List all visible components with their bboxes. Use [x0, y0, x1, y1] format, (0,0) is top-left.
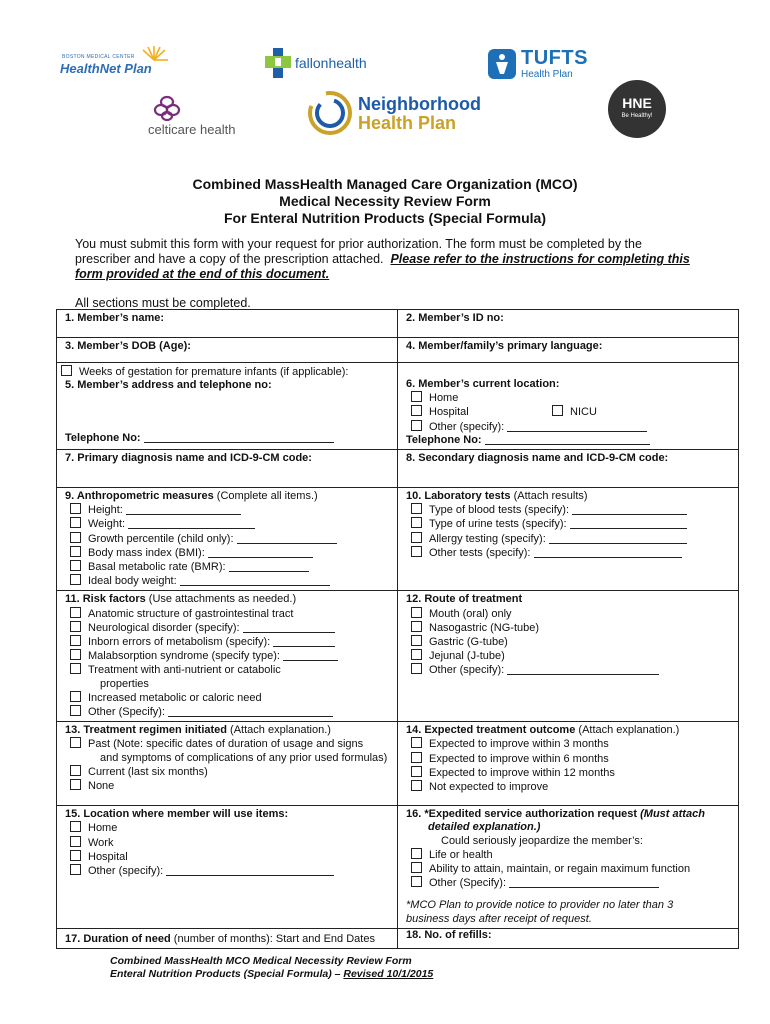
- label-language: 4. Member/family’s primary language:: [406, 340, 603, 352]
- label-regimen-note: (Attach explanation.): [227, 724, 331, 737]
- footer-revised: Revised 10/1/2015: [343, 967, 434, 980]
- tufts-main-text: TUFTS: [521, 47, 588, 69]
- label-anthropometric: 9. Anthropometric measures: [65, 490, 214, 503]
- anthro-growth: Growth percentile (child only):: [88, 532, 234, 545]
- outcome-3mo: Expected to improve within 3 months: [429, 738, 609, 751]
- regimen-past-cont: and symptoms of complications of any prior used formulas): [100, 751, 388, 764]
- risk-neuro: Neurological disorder (specify):: [88, 621, 240, 634]
- intro-text: [75, 237, 715, 282]
- checkbox-12mo[interactable]: [411, 766, 422, 777]
- risk-metabolic: Increased metabolic or caloric need: [88, 691, 262, 704]
- route-oral: Mouth (oral) only: [429, 607, 512, 620]
- title-line3: For Enteral Nutrition Products (Special Formula): [223, 210, 547, 226]
- celtic-knot-icon: [152, 95, 182, 121]
- review-form-table: [56, 309, 739, 949]
- checkbox-use-home[interactable]: [70, 821, 81, 832]
- expedite-ability: Ability to attain, maintain, or regain maximum function: [429, 863, 691, 876]
- loc-home: Home: [429, 392, 459, 405]
- checkbox-past[interactable]: [70, 737, 81, 748]
- use-other: Other (specify):: [88, 865, 164, 878]
- checkbox-use-work[interactable]: [70, 836, 81, 847]
- checkbox-ability[interactable]: [411, 862, 422, 873]
- logo-hne: [608, 80, 666, 138]
- tufts-sub-text: Health Plan: [521, 69, 573, 80]
- regimen-current: Current (last six months): [88, 765, 208, 778]
- route-other: Other (specify):: [429, 664, 505, 677]
- checkbox-bmi[interactable]: [70, 546, 81, 557]
- inborn-input[interactable]: [273, 636, 335, 647]
- form-title: [0, 176, 770, 227]
- height-input[interactable]: [126, 504, 241, 515]
- field-expected-outcome: [398, 722, 739, 806]
- label-telephone-right: Telephone No:: [406, 433, 482, 446]
- checkbox-urine[interactable]: [411, 517, 422, 528]
- loc-nicu: NICU: [570, 406, 597, 419]
- label-member-dob: 3. Member’s DOB (Age):: [65, 340, 191, 352]
- intro-line1: You must submit this form with your request for prior authorization. The form must be completed by the: [75, 237, 642, 251]
- field-risk-factors: [57, 591, 398, 722]
- checkbox-bmr[interactable]: [70, 560, 81, 571]
- urine-input[interactable]: [570, 518, 687, 529]
- route-g: Gastric (G-tube): [429, 636, 508, 649]
- lab-blood: Type of blood tests (specify):: [429, 504, 570, 517]
- bmc-main-text: HealthNet Plan: [60, 61, 152, 76]
- bmr-input[interactable]: [229, 561, 309, 572]
- field-member-name[interactable]: [57, 310, 398, 338]
- intro-line2b: Please refer to the instructions for completing this: [390, 252, 690, 266]
- logo-celticare: [148, 95, 273, 137]
- nhp-line1: Neighborhood: [358, 94, 481, 114]
- regimen-past: Past (Note: specific dates of duration of usage and signs: [88, 738, 364, 751]
- checkbox-g[interactable]: [411, 635, 422, 646]
- field-member-dob[interactable]: [57, 338, 398, 363]
- outcome-6mo: Expected to improve within 6 months: [429, 752, 609, 765]
- bmc-small-text: BOSTON MEDICAL CENTER: [62, 54, 135, 60]
- footer: [110, 955, 433, 980]
- other-tests-input[interactable]: [534, 547, 682, 558]
- route-ng: Nasogastric (NG-tube): [429, 621, 540, 634]
- checkbox-loc-hospital[interactable]: [411, 405, 422, 416]
- checkbox-risk-other[interactable]: [70, 705, 81, 716]
- nhp-line2: Health Plan: [358, 113, 457, 133]
- label-use-location: 15. Location where member will use items:: [65, 808, 289, 821]
- field-current-location: [398, 363, 739, 450]
- field-expedited: [398, 806, 739, 929]
- anthro-height: Height:: [88, 504, 123, 517]
- field-lab-tests: [398, 488, 739, 591]
- route-j: Jejunal (J-tube): [429, 650, 505, 663]
- label-member-id: 2. Member’s ID no:: [406, 312, 504, 324]
- title-line1: Combined MassHealth Managed Care Organization (MCO): [192, 176, 578, 192]
- checkbox-life[interactable]: [411, 848, 422, 859]
- logo-tufts: [488, 48, 598, 84]
- checkbox-inborn[interactable]: [70, 635, 81, 646]
- hne-main-text: HNE: [622, 95, 652, 111]
- checkbox-loc-nicu[interactable]: [552, 405, 563, 416]
- use-work: Work: [88, 836, 114, 849]
- label-anthropometric-note: (Complete all items.): [213, 490, 318, 503]
- risk-other: Other (Specify):: [88, 706, 166, 719]
- checkbox-blood[interactable]: [411, 503, 422, 514]
- field-use-location: [57, 806, 398, 929]
- label-outcome-note: (Attach explanation.): [575, 724, 680, 737]
- hne-sub-text: Be Healthy!: [621, 113, 653, 119]
- checkbox-use-other[interactable]: [70, 864, 81, 875]
- outcome-12mo: Expected to improve within 12 months: [429, 766, 615, 779]
- label-duration: 17. Duration of need: [65, 932, 171, 945]
- checkbox-ideal-weight[interactable]: [70, 574, 81, 585]
- checkbox-malabsorption[interactable]: [70, 649, 81, 660]
- label-outcome: 14. Expected treatment outcome: [406, 724, 576, 737]
- all-sections-note: All sections must be completed.: [75, 296, 251, 310]
- use-other-input[interactable]: [166, 865, 334, 876]
- field-treatment-regimen: [57, 722, 398, 806]
- telephone-input-right[interactable]: [485, 434, 650, 445]
- checkbox-loc-home[interactable]: [411, 391, 422, 402]
- lab-urine: Type of urine tests (specify):: [429, 518, 567, 531]
- fallon-cross-icon: [265, 48, 291, 78]
- field-secondary-diagnosis[interactable]: [398, 450, 739, 488]
- malabsorption-input[interactable]: [283, 650, 338, 661]
- label-route: 12. Route of treatment: [406, 593, 523, 606]
- route-other-input[interactable]: [507, 664, 659, 675]
- label-lab-tests-note: (Attach results): [510, 490, 588, 503]
- checkbox-allergy[interactable]: [411, 532, 422, 543]
- footer-line2a: Enteral Nutrition Products (Special Formula) –: [110, 967, 344, 980]
- footer-line1: Combined MassHealth MCO Medical Necessity Review Form: [110, 955, 412, 967]
- checkbox-loc-other[interactable]: [411, 420, 422, 431]
- checkbox-neuro[interactable]: [70, 621, 81, 632]
- use-hospital: Hospital: [88, 850, 128, 863]
- anthro-bmr: Basal metabolic rate (BMR):: [88, 561, 226, 574]
- label-member-name: 1. Member’s name:: [65, 312, 165, 324]
- checkbox-use-hospital[interactable]: [70, 850, 81, 861]
- field-primary-diagnosis[interactable]: [57, 450, 398, 488]
- checkbox-ng[interactable]: [411, 621, 422, 632]
- checkbox-oral[interactable]: [411, 607, 422, 618]
- field-anthropometric: [57, 488, 398, 591]
- expedite-other: Other (Specify):: [429, 877, 507, 890]
- loc-other-input[interactable]: [507, 421, 647, 432]
- label-expedited-note: (Must attach: [637, 808, 705, 821]
- telephone-input[interactable]: [144, 432, 334, 443]
- label-risk-factors-note: (Use attachments as needed.): [145, 593, 297, 606]
- checkbox-gestation[interactable]: [61, 365, 72, 376]
- label-primary-diagnosis: 7. Primary diagnosis name and ICD-9-CM code:: [65, 452, 312, 465]
- mco-note-1: *MCO Plan to provide notice to provider no later than 3: [406, 899, 674, 912]
- checkbox-none[interactable]: [70, 779, 81, 790]
- tufts-person-icon: [494, 53, 510, 75]
- anthro-ideal-weight: Ideal body weight:: [88, 575, 177, 588]
- checkbox-current[interactable]: [70, 765, 81, 776]
- logo-fallon: [265, 48, 380, 80]
- regimen-none: None: [88, 780, 115, 793]
- risk-inborn: Inborn errors of metabolism (specify):: [88, 636, 271, 649]
- intro-line3: form provided at the end of this document.: [75, 267, 330, 281]
- checkbox-anatomic[interactable]: [70, 607, 81, 618]
- label-address: 5. Member’s address and telephone no:: [65, 379, 272, 392]
- neuro-input[interactable]: [243, 622, 335, 633]
- fallon-text: fallonhealth: [295, 55, 367, 71]
- checkbox-route-other[interactable]: [411, 663, 422, 674]
- label-gestation: Weeks of gestation for premature infants (if applicable):: [79, 366, 349, 378]
- logo-bmc-healthnet: [60, 44, 170, 84]
- checkbox-other-tests[interactable]: [411, 546, 422, 557]
- checkbox-metabolic[interactable]: [70, 691, 81, 702]
- checkbox-anti-nutrient[interactable]: [70, 663, 81, 674]
- checkbox-j[interactable]: [411, 649, 422, 660]
- checkbox-6mo[interactable]: [411, 752, 422, 763]
- label-secondary-diagnosis: 8. Secondary diagnosis name and ICD-9-CM code:: [406, 452, 669, 465]
- label-current-location: 6. Member’s current location:: [406, 378, 560, 390]
- risk-anti-nutrient-cont: properties: [100, 677, 149, 690]
- risk-other-input[interactable]: [168, 706, 333, 717]
- weight-input[interactable]: [128, 518, 255, 529]
- label-risk-factors: 11. Risk factors: [65, 593, 146, 606]
- mco-note-2: business days after receipt of request.: [406, 912, 592, 925]
- allergy-input[interactable]: [549, 533, 687, 544]
- risk-anti-nutrient: Treatment with anti-nutrient or catabolic: [88, 664, 281, 677]
- label-refills: 18. No. of refills:: [406, 928, 492, 941]
- ideal-weight-input[interactable]: [180, 575, 330, 586]
- expedite-other-input[interactable]: [509, 877, 659, 888]
- loc-hospital: Hospital: [429, 406, 469, 419]
- growth-input[interactable]: [237, 533, 337, 544]
- anthro-weight: Weight:: [88, 518, 126, 531]
- risk-malabsorption: Malabsorption syndrome (specify type):: [88, 650, 280, 663]
- checkbox-not-expected[interactable]: [411, 780, 422, 791]
- label-lab-tests: 10. Laboratory tests: [406, 490, 511, 503]
- expedited-note: Could seriously jeopardize the member’s:: [441, 834, 643, 847]
- loc-other: Other (specify):: [429, 420, 505, 433]
- field-address: [57, 363, 398, 450]
- checkbox-expedite-other[interactable]: [411, 876, 422, 887]
- label-expedited: 16. *Expedited service authorization request: [406, 808, 638, 821]
- checkbox-height[interactable]: [70, 503, 81, 514]
- label-regimen: 13. Treatment regimen initiated: [65, 724, 227, 737]
- lab-allergy: Allergy testing (specify):: [429, 532, 546, 545]
- label-expedited-note2: detailed explanation.): [428, 821, 541, 834]
- field-language[interactable]: [398, 338, 739, 363]
- intro-line2a: prescriber and have a copy of the prescription attached.: [75, 252, 384, 266]
- bmi-input[interactable]: [208, 547, 313, 558]
- lab-other: Other tests (specify):: [429, 546, 531, 559]
- use-home: Home: [88, 822, 118, 835]
- risk-anatomic: Anatomic structure of gastrointestinal tract: [88, 607, 294, 620]
- label-duration-note: (number of months): Start and End Dates: [170, 932, 375, 945]
- logo-neighborhood: [305, 88, 495, 140]
- expedite-life: Life or health: [429, 848, 493, 861]
- field-refills[interactable]: [398, 928, 739, 948]
- checkbox-growth[interactable]: [70, 532, 81, 543]
- field-route: [398, 591, 739, 722]
- blood-input[interactable]: [572, 504, 687, 515]
- title-line2: Medical Necessity Review Form: [279, 193, 491, 209]
- outcome-not-expected: Not expected to improve: [429, 781, 549, 794]
- label-telephone-left: Telephone No:: [65, 432, 141, 445]
- field-member-id[interactable]: [398, 310, 739, 338]
- nhp-swirl-icon: [305, 88, 355, 138]
- anthro-bmi: Body mass index (BMI):: [88, 546, 205, 559]
- checkbox-3mo[interactable]: [411, 737, 422, 748]
- checkbox-weight[interactable]: [70, 517, 81, 528]
- field-duration[interactable]: [57, 928, 398, 948]
- celticare-text: celticare health: [148, 122, 236, 137]
